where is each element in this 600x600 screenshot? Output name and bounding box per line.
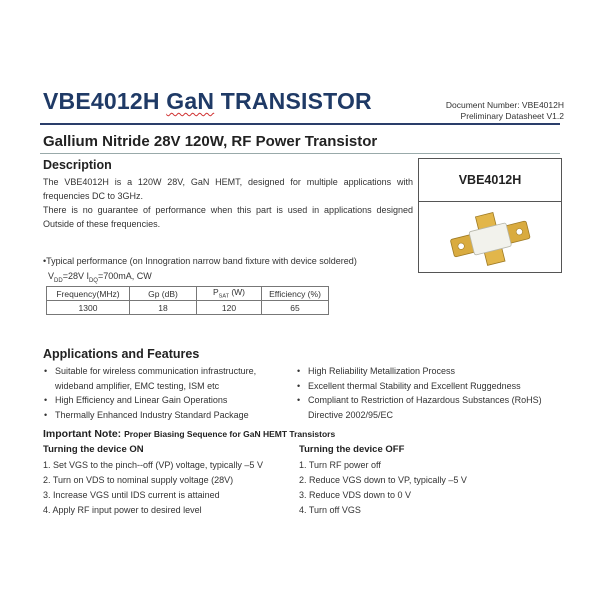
subtitle-rule	[40, 153, 560, 154]
package-ceramic-lid	[469, 223, 512, 255]
list-item: 3. Increase VGS until IDS current is attained	[43, 490, 220, 500]
table-header-row	[47, 287, 329, 301]
list-item: • Excellent thermal Stability and Excellent Ruggedness	[296, 379, 558, 394]
list-item: 4. Apply RF input power to desired level	[43, 505, 202, 515]
product-part-number: VBE4012H	[419, 159, 561, 202]
performance-section	[43, 254, 357, 289]
list-item: 1. Set VGS to the pinch--off (VP) voltage, typically –5 V	[43, 460, 263, 470]
turn-on-heading: Turning the device ON	[43, 444, 144, 455]
title-rule	[40, 123, 560, 125]
important-note: Important Note: Proper Biasing Sequence for GaN HEMT Transistors	[43, 428, 336, 440]
list-item: • High Efficiency and Linear Gain Operations	[43, 393, 283, 408]
list-item: • Thermally Enhanced Industry Standard Package	[43, 408, 283, 423]
list-item: 3. Reduce VDS down to 0 V	[299, 490, 412, 500]
turn-off-steps	[299, 458, 467, 518]
table-row	[47, 301, 329, 315]
table-cell: 1300	[47, 301, 130, 315]
table-cell: 120	[197, 301, 262, 315]
transistor-package-image	[419, 202, 561, 272]
performance-table	[46, 286, 329, 315]
list-item: 4. Turn off VGS	[299, 505, 361, 515]
performance-conditions: $V_{DD}=28V$ $I_{DQ}=700mA$, CW	[48, 271, 152, 284]
table-header-cell: Frequency(MHz)	[47, 287, 130, 301]
list-item: 2. Turn on VDS to nominal supply voltage (28V)	[43, 475, 234, 485]
product-subtitle: Gallium Nitride 28V 120W, RF Power Transistor	[43, 133, 378, 150]
turn-off-section	[299, 444, 467, 518]
list-item: • Suitable for wireless communication infrastructure, wideband amplifier, EMC testing, ISM etc	[43, 364, 283, 393]
list-item: • High Reliability Metallization Process	[296, 364, 558, 379]
table-header-cell: Gp (dB)	[130, 287, 197, 301]
table-header-cell: $P_{SAT}$ (W)	[197, 287, 262, 301]
document-info	[446, 100, 564, 122]
list-item: 1. Turn RF power off	[299, 460, 381, 470]
document-status: Preliminary Datasheet V1.2	[460, 111, 564, 121]
turn-on-section	[43, 444, 263, 518]
list-item: 2. Reduce VGS down to VP, typically –5 V	[299, 475, 467, 485]
table-header-cell: Efficiency (%)	[262, 287, 329, 301]
applications-heading: Applications and Features	[43, 347, 200, 361]
turn-on-steps	[43, 458, 263, 518]
product-image-box	[418, 158, 562, 273]
applications-list-right	[296, 364, 558, 422]
document-number: Document Number: VBE4012H	[445, 100, 564, 110]
applications-list-left	[43, 364, 283, 422]
description-heading: Description	[43, 158, 112, 172]
performance-note: •Typical performance (on Innogration narrow band fixture with device soldered)	[43, 256, 357, 266]
description-text	[43, 175, 413, 231]
description-para-2: There is no guarantee of performance when this part is used in applications designed Outside of these frequencies.	[43, 205, 413, 229]
table-cell: 18	[130, 301, 197, 315]
turn-off-heading: Turning the device OFF	[299, 444, 405, 455]
description-para-1: The VBE4012H is a 120W 28V, GaN HEMT, designed for multiple applications with frequencies DC to 3GHz.	[43, 177, 413, 201]
document-title: VBE4012H GaN TRANSISTOR	[43, 88, 372, 114]
table-cell: 65	[262, 301, 329, 315]
list-item: • Compliant to Restriction of Hazardous Substances (RoHS) Directive 2002/95/EC	[296, 393, 558, 422]
